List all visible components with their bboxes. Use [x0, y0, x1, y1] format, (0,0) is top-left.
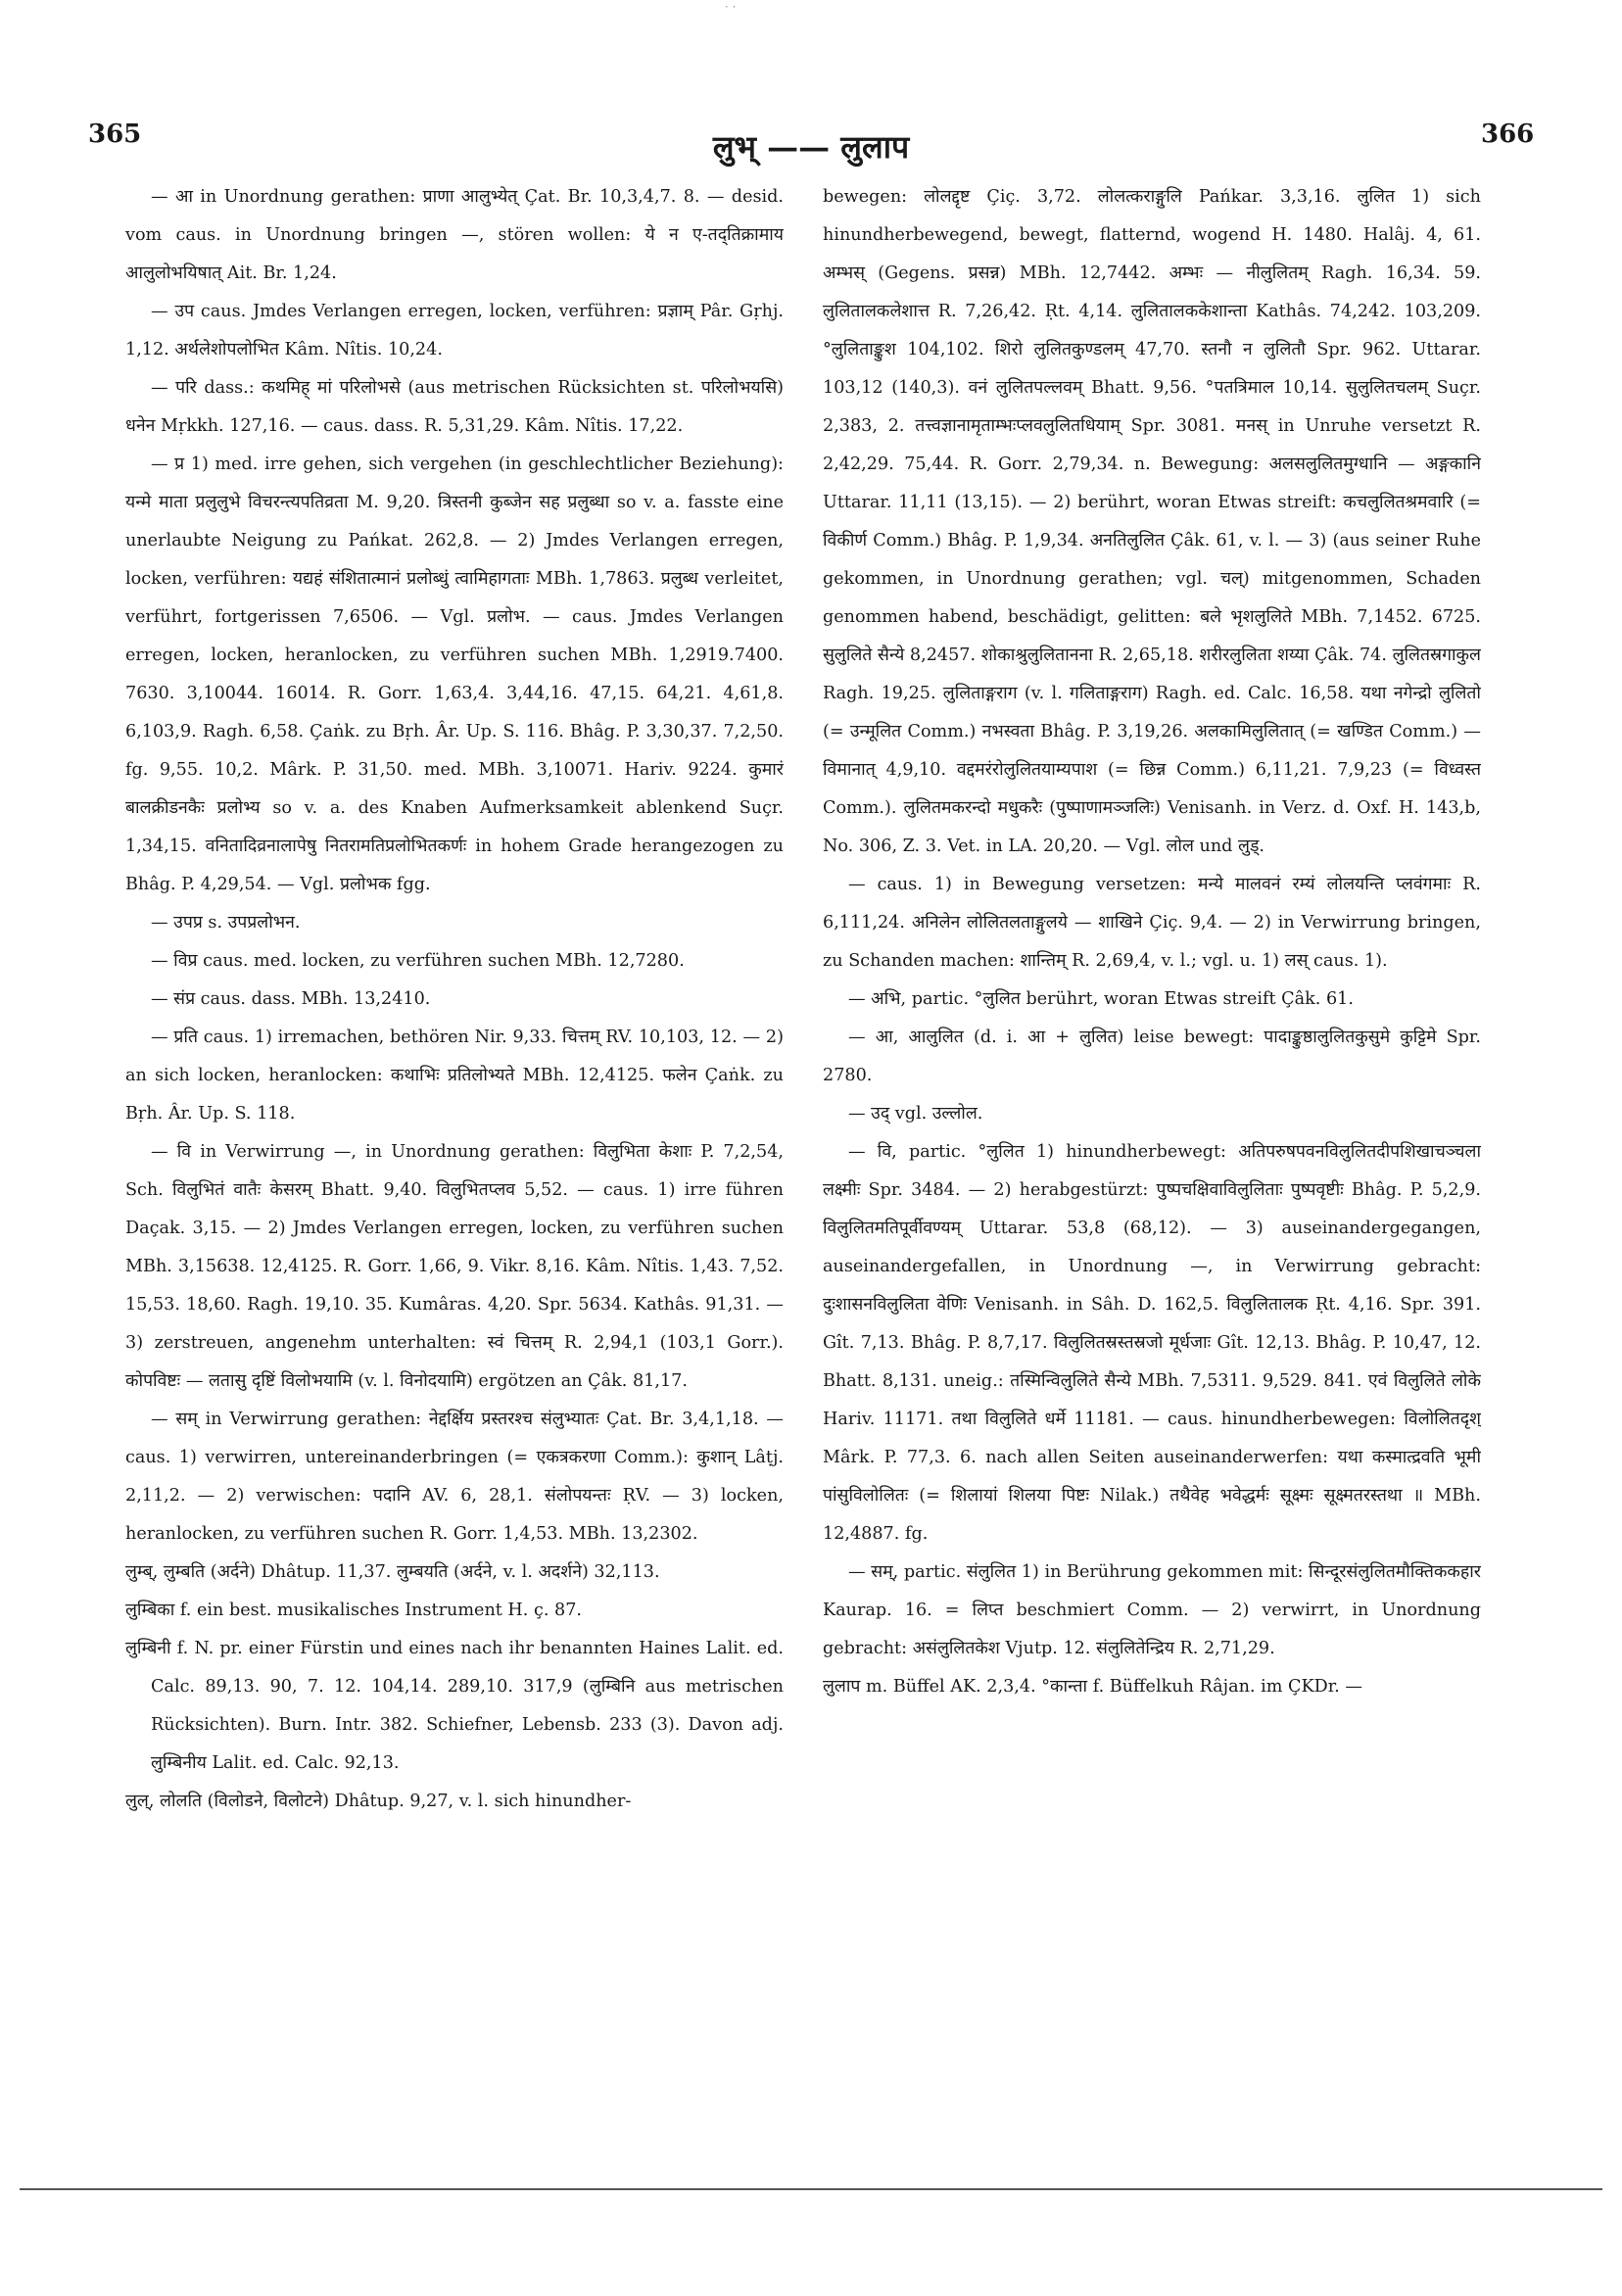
- left-column-entry: — उपप्र s. उपप्रलोभन.: [151, 913, 301, 933]
- left-column-entry: लुम्बिनी f. N. pr. einer Fürstin und eines nach ihr benannten Haines Lalit. ed. Calc. 89,13. 90, 7. 12. 104,14. 289,10. 317,9 (लुम्बिनि aus metrischen Rücksichten). Burn. Intr. 382. Schiefner, Lebensb. 233 (3). Davon adj. लुम्बिनीय Lalit. ed. Calc. 92,13.: [125, 1639, 784, 1773]
- left-column-entry: — परि dass.: कथमिह् मां परिलोभसे (aus metrischen Rücksichten st. परिलोभयसि) धनेन Mṛkkh. 127,16. — caus. dass. R. 5,31,29. Kâm. Nîtis. 17,22.: [125, 378, 784, 436]
- left-column-entry: — प्र 1) med. irre gehen, sich vergehen (in geschlechtlicher Beziehung): यन्मे माता प्रलुलुभे विचरन्त्यपतिव्रता M. 9,20. त्रिस्तनी कुब्जेन सह प्रलुब्धा so v. a. fasste eine unerlaubte Neigung zu Pańkat. 262,8. — 2) Jmdes Verlangen erregen, locken, verführen: यद्यहं संशितात्मानं प्रलोब्धुं त्वामिहागताः MBh. 1,7863. प्रलुब्ध verleitet, verführt, fortgerissen 7,6506. — Vgl. प्रलोभ. — caus. Jmdes Verlangen erregen, locken, heranlocken, zu verführen suchen MBh. 1,2919.7400. 7630. 3,10044. 16014. R. Gorr. 1,63,4. 3,44,16. 47,15. 64,21. 4,61,8. 6,103,9. Ragh. 6,58. Çaṅk. zu Bṛh. Âr. Up. S. 116. Bhâg. P. 3,30,37. 7,2,50. fg. 9,55. 10,2. Mârk. P. 31,50. med. MBh. 3,10071. Hariv. 9224. कुमारं बालक्रीडनकैः प्रलोभ्य so v. a. des Knaben Aufmerksamkeit ablenkend Suçr. 1,34,15. वनितादिव्रनालापेषु नितरामतिप्रलोभितकर्णः in hohem Grade herangezogen zu Bhâg. P. 4,29,54. — Vgl. प्रलोभक fgg.: [125, 454, 784, 894]
- left-column-entry: — प्रति caus. 1) irremachen, bethören Nir. 9,33. चित्तम् RV. 10,103, 12. — 2) an sich locken, heranlocken: कथाभिः प्रतिलोभ्यते MBh. 12,4125. फलेन Çaṅk. zu Bṛh. Âr. Up. S. 118.: [125, 1028, 784, 1124]
- right-column: [823, 178, 1481, 2039]
- left-column-entry: — आ in Unordnung gerathen: प्राणा आलुभ्येत् Çat. Br. 10,3,4,7. 8. — desid. vom caus. in Unordnung bringen —, stören wollen: ये न ए-तद्तिक्रामाय आलुलोभयिषात् Ait. Br. 1,24.: [125, 187, 784, 283]
- left-column: [125, 178, 784, 2039]
- left-column-entry: — संप्र caus. dass. MBh. 13,2410.: [151, 989, 431, 1009]
- right-column-entry: — वि, partic. °लुलित 1) hinundherbewegt: अतिपरुषपवनविलुलितदीपशिखाचञ्चला लक्ष्मीः Spr. 3484. — 2) herabgestürzt: पुष्पचक्षिवाविलुलिताः पुष्पवृष्टीः Bhâg. P. 5,2,9. विलुलितमतिपूर्वीवण्यम् Uttarar. 53,8 (68,12). — 3) auseinandergegangen, auseinandergefallen, in Unordnung —, in Verwirrung gebracht: दुःशासनविलुलिता वेणिः Venisanh. in Sâh. D. 162,5. विलुलितालक Ṛt. 4,16. Spr. 391. Gît. 7,13. Bhâg. P. 8,7,17. विलुलितस्रस्तस्रजो मूर्धजाः Gît. 12,13. Bhâg. P. 10,47, 12. Bhatt. 8,131. uneig.: तस्मिन्विलुलिते सैन्ये MBh. 7,5311. 9,529. 841. एवं विलुलिते लोके Hariv. 11171. तथा विलुलिते धर्मे 11181. — caus. hinundherbewegen: विलोलितदृश् Mârk. P. 77,3. 6. nach allen Seiten auseinanderwerfen: यथा कस्मात्द्रवति भूमी पांसुविलोलितः (= शिलायां शिलया पिष्टः Nilak.) तथैवेह भवेद्धर्मः सूक्ष्मः सूक्ष्मतरस्तथा ॥ MBh. 12,4887. fg.: [823, 1142, 1481, 1544]
- right-column-entry: — अभि, partic. °लुलित berührt, woran Etwas streift Çâk. 61.: [848, 989, 1354, 1009]
- left-column-entry: लुल्, लोलति (विलोडने, विलोटने) Dhâtup. 9,27, v. l. sich hinundher-: [125, 1792, 632, 1811]
- right-column-entry: — आ, आलुलित (d. i. आ + लुलित) leise bewegt: पादाङ्कुष्ठालुलितकुसुमे कुट्टिमे Spr. 2780.: [823, 1028, 1481, 1085]
- right-column-entry: — उद् vgl. उल्लोल.: [848, 1104, 983, 1124]
- left-column-entry: — उप caus. Jmdes Verlangen erregen, locken, verführen: प्रज्ञाम् Pâr. Gṛhj. 1,12. अर्थलेशोपलोभित Kâm. Nîtis. 10,24.: [125, 302, 784, 359]
- left-column-entry: — सम् in Verwirrung gerathen: नेद्दर्क्षिय प्रस्तरश्च संलुभ्यातः Çat. Br. 3,4,1,18. — caus. 1) verwirren, untereinanderbringen (= एकत्रकरणा Comm.): कुशान् Lâṭj. 2,11,2. — 2) verwischen: पदानि AV. 6, 28,1. संलोपयन्तः ṚV. — 3) locken, heranlocken, zu verführen suchen R. Gorr. 1,4,53. MBh. 13,2302.: [125, 1410, 784, 1544]
- right-column-entry: — सम्, partic. संलुलित 1) in Berührung gekommen mit: सिन्दूरसंलुलितमौक्तिककहार Kaurap. 16. = लिप्त beschmiert Comm. — 2) verwirrt, in Unordnung gebracht: असंलुलितकेश Vjutp. 12. संलुलितेन्द्रिय R. 2,71,29.: [823, 1562, 1481, 1658]
- bottom-rule: [20, 2188, 1602, 2190]
- running-head: लुभ् —— लुलाप: [712, 128, 910, 166]
- right-column-entry: लुलाप m. Büffel AK. 2,3,4. °कान्ता f. Büffelkuh Râjan. im ÇKDr. —: [823, 1677, 1362, 1697]
- top-print-speck: · ·: [725, 0, 737, 14]
- right-column-entry: bewegen: लोलद्दृष्ट Çiç. 3,72. लोलत्कराङ्गुलि Pańkar. 3,3,16. लुलित 1) sich hinundherbewegend, bewegt, flatternd, wogend H. 1480. Halâj. 4, 61. अम्भस् (Gegens. प्रसन्न) MBh. 12,7442. अम्भः — नीलुलितम् Ragh. 16,34. 59. लुलितालकलेशात्त R. 7,26,42. Ṛt. 4,14. लुलितालककेशान्ता Kathâs. 74,242. 103,209. °लुलिताङ्कुश 104,102. शिरो लुलितकुण्डलम् 47,70. स्तनौ न लुलितौ Spr. 962. Uttarar. 103,12 (140,3). वनं लुलितपल्लवम् Bhatt. 9,56. °पतत्रिमाल 10,14. सुलुलितचलम् Suçr. 2,383, 2. तत्त्वज्ञानामृताम्भःप्लवलुलितधियाम् Spr. 3081. मनस् in Unruhe versetzt R. 2,42,29. 75,44. R. Gorr. 2,79,34. n. Bewegung: अलसलुलितमुग्धानि — अङ्गकानि Uttarar. 11,11 (13,15). — 2) berührt, woran Etwas streift: कचलुलितश्रमवारि (= विकीर्ण Comm.) Bhâg. P. 1,9,34. अनतिलुलित Çâk. 61, v. l. — 3) (aus seiner Ruhe gekommen, in Unordnung gerathen; vgl. चल्) mitgenommen, Schaden genommen habend, beschädigt, gelitten: बले भृशलुलिते MBh. 7,1452. 6725. सुलुलिते सैन्ये 8,2457. शोकाश्रुलुलितानना R. 2,65,18. शरीरलुलिता शय्या Çâk. 74. लुलितस्रगाकुल Ragh. 19,25. लुलिताङ्गराग (v. l. गलिताङ्गराग) Ragh. ed. Calc. 16,58. यथा नगेन्द्रो लुलितो (= उन्मूलित Comm.) नभस्वता Bhâg. P. 3,19,26. अलकामिलुलितात् (= खण्डित Comm.) — विमानात् 4,9,10. वद्दमरंरोलुलितयाम्यपाश (= छिन्न Comm.) 6,11,21. 7,9,23 (= विध्वस्त Comm.). लुलितमकरन्दो मधुकरैः (पुष्पाणामञ्जलिः) Venisanh. in Verz. d. Oxf. H. 143,b, No. 306, Z. 3. Vet. in LA. 20,20. — Vgl. लोल und लुड्.: [823, 187, 1481, 856]
- left-column-entry: — वि in Verwirrung —, in Unordnung gerathen: विलुभिता केशाः P. 7,2,54, Sch. विलुभितं वातैः केसरम् Bhatt. 9,40. विलुभितप्लव 5,52. — caus. 1) irre führen Daçak. 3,15. — 2) Jmdes Verlangen erregen, locken, zu verführen suchen MBh. 3,15638. 12,4125. R. Gorr. 1,66, 9. Vikr. 8,16. Kâm. Nîtis. 1,43. 7,52. 15,53. 18,60. Ragh. 19,10. 35. Kumâras. 4,20. Spr. 5634. Kathâs. 91,31. — 3) zerstreuen, angenehm unterhalten: स्वं चित्तम् R. 2,94,1 (103,1 Gorr.). कोपविष्टः — लतासु दृष्टिं विलोभयामि (v. l. विनोदयामि) ergötzen an Çâk. 81,17.: [125, 1142, 784, 1391]
- page-number-left: 365: [88, 120, 142, 149]
- left-column-entry: — विप्र caus. med. locken, zu verführen suchen MBh. 12,7280.: [151, 951, 685, 971]
- left-column-entry: लुम्ब्, लुम्बति (अर्दने) Dhâtup. 11,37. लुम्बयति (अर्दने, v. l. अदर्शने) 32,113.: [125, 1562, 660, 1582]
- page-number-right: 366: [1481, 120, 1535, 149]
- left-column-entry: लुम्बिका f. ein best. musikalisches Instrument H. ç. 87.: [125, 1601, 582, 1620]
- right-column-entry: — caus. 1) in Bewegung versetzen: मन्ये मालवनं रम्यं लोलयन्ति प्लवंगमाः R. 6,111,24. अनिलेन लोलितलताङ्गुलये — शाखिने Çiç. 9,4. — 2) in Verwirrung bringen, zu Schanden machen: शान्तिम् R. 2,69,4, v. l.; vgl. u. 1) लस् caus. 1).: [823, 875, 1481, 971]
